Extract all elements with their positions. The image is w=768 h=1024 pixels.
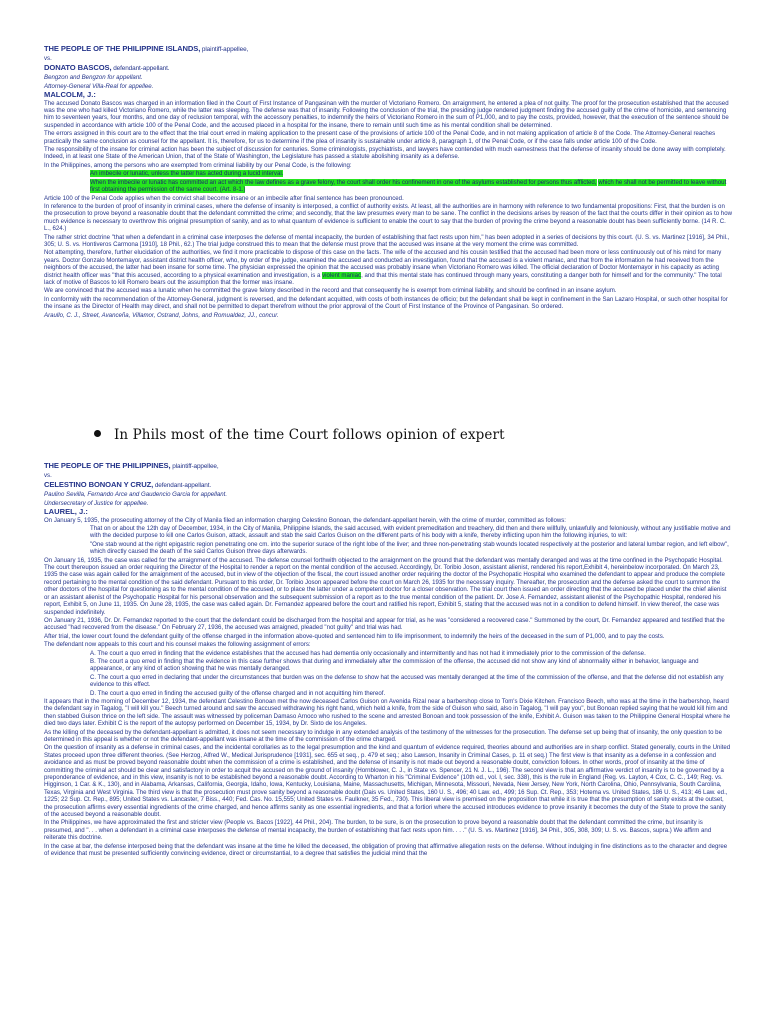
case2-plaintiff: THE PEOPLE OF THE PHILIPPINES, <box>44 461 171 470</box>
case2-defendant-role: defendant-appellant. <box>153 482 212 490</box>
case2-counsel-appellant: Paulino Sevilla, Fernando Arce and Gaudencio Garcia for appellant. <box>44 491 228 499</box>
case2-plaintiff-role: plaintiff-appellee, <box>170 463 219 470</box>
case-people-vs-bonoan <box>44 461 732 859</box>
case2-defendant-line <box>44 480 732 490</box>
case1-counsel-appellant: Bengzon and Bengzon for appellant. <box>44 74 143 82</box>
case1-paragraph-4: In the Philippines, among the persons who are exempted from criminal liability by our Penal Code, is the following: <box>44 161 352 169</box>
highlight-violent-maniac: violent maniac <box>322 271 362 279</box>
case1-counsel-appellee: Attorney-General Villa-Real for appellee. <box>44 82 154 90</box>
case2-paragraph-1: On January 5, 1935, the prosecuting attorney of the City of Manila filed an information charging Celestino Bonoan, the defendant-appellant herein, with the crime of murder, committed as follows: <box>44 516 566 524</box>
highlight-quote-1: An imbecile or lunatic, unless the latter has acted during a lucid interval. <box>90 170 284 178</box>
case2-paragraph-10: In the case at bar, the defense interposed being that the defendant was insane at the time he killed the deceased, the obligation of proving that affirmative allegation rests on the defense. Without indulging in fine distinctions as to the character and degree of evidence that must be presented sufficiently convincing evidence, direct or circumstantial, to a degree that satisfies the judicial mind that the <box>44 842 728 858</box>
case2-error-c: C. The court a quo erred in declaring that under the circumstances that burden was on the defense to show hat the accused was mentally deranged at the time of the commission of the offense, and that the defense did not establish any evidence to this effect. <box>90 673 724 689</box>
case1-paragraph-9: We are convinced that the accused was a lunatic when he committed the grave felony described in the record and that consequently he is exempt from criminal liability, and should be confined in an insane asylum. <box>44 287 617 295</box>
case2-vs: vs. <box>44 472 52 479</box>
case1-paragraph-6: In reference to the burden of proof of insanity in criminal cases, where the defense of insanity is interposed, a conflict of authority exists. At least, all the authorities are in harmony with reference to two fundamental propositions: First, that the burden is on the prosecution to prove beyond a reasonable doubt that the defendant committed the crime; and secondly, that the law presumes every man to be sane. The conflict in the decisions arises by reason of the fact that the courts differ in their opinion as to how much evidence is necessary to overthrow this original presumption of sanity, and as to what quantum of evidence is sufficient to enable the court to say that the burden of proving the crime beyond a reasonable doubt has been sufficiently borne. (14 R. C. L., 624.) <box>44 202 732 233</box>
case1-quote-1 <box>44 170 732 177</box>
case2-paragraph-5: The defendant now appeals to this court and his counsel makes the following assignment of errors: <box>44 641 311 649</box>
case2-paragraph-6: It appears that in the morning of December 12, 1934, the defendant Celestino Bonoan met the now deceased Carlos Guison on Avenida Rizal near a barbershop close to Tom's Dixie Kitchen. Francisco Beech, who was at the time in the barbershop, heard the defendant say in Tagalog, "I will kill you." Beech turned around and saw the accused withdrawing his right hand, which held a knife, from the side of Guison who said, also in Tagalog, "I will pay you", but Bonoan replied saying that he would kill him and then stabbed Guison thrice on the left side. The assault was witnessed by policeman Damaso Arnoco who rushed to the scene and arrested Bonoan and took possession of the knife, Exhibit A. Guison was taken to the Philippine General Hospital where he died two days later. Exhibit C is the report of the autopsy performed on December 15, 1934, by Dr. Sixto de los Angeles. <box>44 697 731 728</box>
case1-defendant: DONATO BASCOS, <box>44 63 112 73</box>
case1-paragraph-10: In conformity with the recommendation of the Attorney-General, judgment is reversed, and the defendant acquitted, with costs of both instances de officio; but the defendant shall be kept in confinement in the San Lazaro Hospital, or such other hospital for the insane as the Director of Health may direct, and shall not be permitted to depart therefrom without the prior approval of the Court of First Instance of the Province of Pangasinan. So ordered. <box>44 295 728 311</box>
case2-counsel-appellee: Undersecretary of Justice for appellee. <box>44 499 149 507</box>
case2-quote-2: "One stab wound at the right epigastric region penetrating one cm. into the superior surace of the right lobe of the liver; and three non-penetrating stab wounds located respectively at the posterior and lateral lumbar region, and left elbow", which directly caused the death of the said Carlos Guison three days afterwards. <box>90 540 729 556</box>
highlight-quote-2b: which he shall not be permitted to leave without first obtaining the permission of the same court. (Art. 8-1.) <box>90 178 727 194</box>
case1-paragraph-5: Article 100 of the Penal Code applies when the convict shall become insane or an imbecile after final sentence has been pronounced. <box>44 194 404 202</box>
case1-defendant-role: defendant-appellant. <box>111 65 170 73</box>
case1-vs: vs. <box>44 55 52 62</box>
case2-paragraph-3: On January 21, 1936, Dr. Dr. Fernandez reported to the court that the defendant could be discharged from the hospital and appear for trial, as he was "considered a recovered case." Summoned by the court, Dr. Fernandez appeared and testified that the accused "had recovered from the disease." On February 27, 1936, the accused was arraigned, pleaded "not guilty" and trial was had. <box>44 616 725 632</box>
bullet-dot-icon <box>94 430 101 437</box>
case1-paragraph-8-start: Not attempting, therefore, further elucidation of the authorities, we find it more practicable to dispose of this case on the facts. The wife of the accused and his cousin testified that the accused had been more or less continuously out of his mind for many years. Doctor Gonzalo Montemayor, assistant district health officer, who, by order of the judge, examined the accused and conducted an investigation, found that the accused is a violent maniac, and that from the information he had received from the neighbors of the accused, the latter had been insane for some time. The physician expressed the opinion that the accused was probably insane when Victoriano Romero was killed. The official declaration of Doctor Montemayor in his capacity as acting district health officer was "that this accused, according to a physical examination and investigation, is a <box>44 249 722 279</box>
bullet-note <box>94 427 505 443</box>
case2-title <box>44 461 732 471</box>
case1-paragraph-1: The accused Donato Bascos was charged in an information filed in the Court of First Instance of Pangasinan with the murder of Victoriano Romero. On arraignment, he entered a plea of not guilty. The proof for the prosecution established that the accused was the one who had killed Victoriano Romero, while the latter was sleeping. The defense was that of insanity. Following the conclusion of the trial, the presiding judge rendered judgment finding the accused guilty of the crime of homicide, and sentencing him to seventeen years, four months, and one day of reclusion temporal, with the accessory penalties, to indemnify the heirs of Victoriano Romero in the sum of P1,000, and to pay the costs, provided, however, that the execution of the sentence should be suspended in accordance with article 100 of the Penal Code, and the accused placed in a hospital for the insane, there to remain until such time as his mental condition shall be determined. <box>44 99 729 129</box>
case2-error-d: D. The court a quo erred in finding the accused guilty of the offense charged and in not acquitting him thereof. <box>90 689 386 697</box>
case2-paragraph-4: After trial, the lower court found the defendant guilty of the offense charged in the information above-quoted and sentenced him to life imprisonment, to indemnify the heirs of the deceased in the sum of P1,000, and to pay the costs. <box>44 632 665 640</box>
case2-error-a: A. The court a quo erred in finding that the evidence establishes that the accused has had dementia only occasionally and intermittently and has not had it immediately prior to the commission of the defense. <box>90 649 646 657</box>
case-people-vs-bascos <box>44 44 732 320</box>
case1-paragraph-8 <box>44 249 732 286</box>
case2-paragraph-8: On the question of insanity as a defense in criminal cases, and the incidental corollaries as to the legal presumption and the kind and quantum of evidence required, theories abound and authorities are in sharp conflict. Stated generally, courts in the United States proceed upon three different theories. (See Herzog, Alfred W., Medical Jurisprudence [1931], sec. 655 et seq., p. 479 et seq.; also Lawson, Insanity in Criminal Cases, p. 11 et seq.) The first view is that insanity as a defense in a confession and avoidance and as must be proved beyond reasonable doubt when the commission of a crime is established, and the defense of insanity is not made out beyond a reasonable doubt, conviction follows. In other words, proof of insanity at the time of committing the criminal act should be clear and satisfactory in order to acquit the accused on the ground of insanity (Hornblower, C. J., in State vs. Spencer, 21 N. J. L., 196). The second view is that an affirmative verdict of insanity is to be governed by a preponderance of evidence, and in this view, insanity is not to be established beyond a reasonable doubt. According to Wharton in his "Criminal Evidence" (10th ed., vol. I, sec. 338), this is the rule in England (Reg. vs. Layton, 4 Cox, C. C., 149; Reg. vs. Higginson, 1 Car. & K., 130), and in Alabama, Arkansas, California, Georgia, Idaho, Iowa, Kentucky, Louisiana, Maine, Massachusetts, Michigan, Minnesota, Missouri, Nevada, New Jersey, New York, North Carolina, Ohio, Pennsylvania, South Carolina, Texas, Virginia and West Virginia. The third view is that the prosecution must prove sanity beyond a reasonable doubt (Dais vs. United States, 160 U. S., 496; 40 Law. ed., 499; 16 Sup. Ct. Rep., 353; Hotema vs. United States, 186 U. S., 413; 46 Law. ed., 1225; 22 Sup. Ct. Rep., 895; United States vs. Lancaster, 7 Biss., 440; Fed. Cas. No. 15,555; United States vs. Faulkner, 35 Fed., 730). This liberal view is premised on the proposition that while it is true that the presumption of sanity exists at the outset, the prosecution affirms every essential ingredients of the crime charged, and hence affirms sanity as one essential ingredients, and that a fortiori where the accused introduces evidence to prove insanity it becomes the duty of the State to prove the sanity of the accused beyond a reasonable doubt. <box>44 744 731 819</box>
case2-paragraph-2: On January 16, 1935, the case was called for the arraignment of the accused. The defense counsel forthwith objected to the arraignment on the ground that the defendant was mentally deranged and was at the time confined in the Psychopatic Hospital. The court thereupon issued an order requiring the Director of the Hospital to render a report on the mental condition of the accused. Accordingly, Dr. Toribio Joson, assistant alienist, rendered his report,Exhibit 4, hereinbelow incorporated. On March 23, 1935 the case was again called for the arraignment of the accused, but in view of the objection of the fiscal, the court issued another order requiring the doctor of the Psychopatic Hospital who examined the defendant to appear and produce the complete record pertaining to the mental condition of the said defendant. Pursuant to this order, Dr. Toribio Joson appeared before the court on March 26, 1935 for the necessary inquiry. Thereafter, the prosecution and the defense asked the court to summon the other doctors of the hospital for questioning as to the mental condition of the accused, or to place the latter under a competent doctor for a closer observation. The trial court then issued an order directing that the accused be placed under the chief alienist or an assistant alienist of the Psychopatic Hospital for his personal observation and the subsequent submission of a report as to the true mental condition of the patient. Dr. Jose A. Fernandez, assistant alienist of the Psychopathic Hospital, rendered his report, Exhibit 5, on June 11, 1935. On June 28, 1935, the case was called again. Dr. Fernandez appeared before the court and ratified his report, Exhibit 5, stating that the accused was not in a condition to defend himself. In view thereof, the case was suspended indefinitely. <box>44 556 727 616</box>
case1-concurrence: Araullo, C. J., Street, Avanceña, Villamor, Ostrand, Johns, and Romualdez, JJ., concur. <box>44 311 279 319</box>
case1-paragraph-2: The errors assigned in this court are to the effect that the trial court erred in making application to the present case of the provisions of article 100 of the Penal Code, and in not making application of article 8 of the Code. The Attorney-General reaches practically the same conclusion as counsel for the appellant. It is, therefore, for us to determine if the plea of insanity is sustainable under article 8, paragraph 1, of the Penal Code, or if the case falls under article 100 of the Code. <box>44 130 716 145</box>
case1-paragraph-3: The responsibility of the insane for criminal action has been the subject of discussion for centuries. Some criminologists, psychiatrists, and lawyers have contended with much earnestness that the defense of insanity should be done away with completely. Indeed, in at least one State of the American Union, that of the State of Washington, the Legislature has passed a statute abolishing insanity as a defense. <box>44 146 726 161</box>
case1-plaintiff: THE PEOPLE OF THE PHILIPPINE ISLANDS, <box>44 44 201 53</box>
case1-defendant-line <box>44 63 732 73</box>
case2-error-b: B. The court a quo erred in finding that the evidence in this case further shows that during and immediately after the commission of the offense, the accused did not show any kind of abnormality either in behavior, language and appearance, or any kind of action showing that he was mentally deranged. <box>90 657 699 673</box>
case2-judge: LAUREL, J.: <box>44 507 88 517</box>
case2-defendant: CELESTINO BONOAN Y CRUZ, <box>44 480 154 490</box>
case1-judge: MALCOLM, J.: <box>44 90 96 100</box>
highlight-quote-2a: When the imbecile or lunatic has committed an act which the law defines as a grave felony, the court shall order his confinement in one of the asylums established for persons thus afflicted, <box>90 178 597 186</box>
case1-quote-2 <box>44 179 732 194</box>
case1-paragraph-8-end: , and that this mental state has continued through many years, constituting a danger both for himself and for the community." The total lack of motive of Bascos to kill Romero bears out the assumption that the former was insane. <box>44 271 722 286</box>
case1-title <box>44 44 732 54</box>
case2-paragraph-7: As the killing of the deceased by the defendant-appellant is admitted, it does not seem necessary to indulge in any extended analysis of the testimony of the witnesses for the prosecution. The defense set up being that of insanity, the only question to be determined in this appeal is whether or not the defendant-appellant was insane at the time of the commission of the crime charged. <box>44 728 722 743</box>
case2-paragraph-9: In the Philippines, we have approximated the first and stricter view (People vs. Bacos [1922], 44 Phil., 204). The burden, to be sure, is on the prosecution to prove beyond a reasonable doubt that the defendant committed the crime, but insanity is presumed, and ". . . when a defendant in a criminal case interposes the defense of mental incapacity, the burden of establishing that fact rests upon him. . . ." (U. S. vs. Martinez [1916], 34 Phil., 305, 308, 309; U. S. vs. Bascos, supra.) We affirm and reiterate this doctrine. <box>44 819 712 842</box>
case1-paragraph-7: The rather strict doctrine "that when a defendant in a criminal case interposes the defense of mental incapacity, the burden of establishing that fact rests upon him," has been adopted in a series of decisions by this court. (U. S. vs. Martinez [1916], 34 Phil., 305; U. S. vs. Hontiveros Carmona [1910], 18 Phil., 62.) The trial judge construed this to mean that the defense must prove that the accused was insane at the very moment the crime was committed. <box>44 233 730 248</box>
case1-plaintiff-role: plaintiff-appellee, <box>200 46 249 53</box>
bullet-note-text: In Phils most of the time Court follows opinion of expert <box>114 427 505 443</box>
case2-quote-1: That on or about the 12th day of December, 1934, in the City of Manila, Philippine Islands, the said accused, with evident premeditation and treachery, did then and there willfully, unlawfully and feloniously, without any justifiable motive and with the decided purpose to kill one Carlos Guison, attack, assault and stab the said Carlos Guison on the different parts of his body with a knife, thereby inflicting upon him the following injuries, to wit: <box>90 525 731 540</box>
